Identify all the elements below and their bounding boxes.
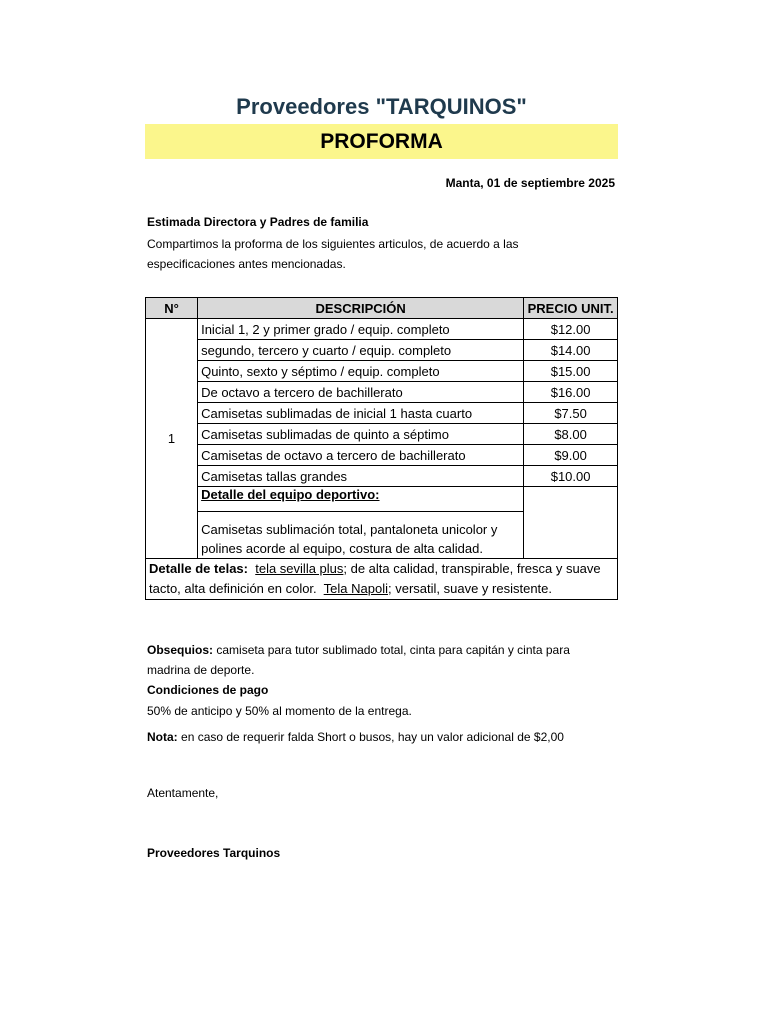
gifts-paragraph [147, 640, 597, 680]
fabric-row [146, 559, 618, 600]
fabric-text-1: ; de alta calidad, transpirable, fresca y suave tacto, alta definición en color. [149, 561, 601, 596]
fabric-name-2: Tela Napoli [323, 581, 388, 596]
header-number: N° [146, 298, 198, 319]
price-table [145, 297, 618, 600]
fabric-text-2: ; versatil, suave y resistente. [388, 581, 553, 596]
fabric-label: Detalle de telas: [149, 561, 248, 576]
payment-conditions-title: Condiciones de pago [147, 683, 269, 697]
equipment-detail-title: Detalle del equipo deportivo: [198, 487, 524, 512]
row-price: $10.00 [524, 466, 618, 487]
header-price: PRECIO UNIT. [524, 298, 618, 319]
row-price: $14.00 [524, 340, 618, 361]
note-text: en caso de requerir falda Short o busos, hay un valor adicional de $2,00 [181, 730, 564, 744]
row-description: Camisetas tallas grandes [198, 466, 524, 487]
gifts-label: Obsequios: [147, 643, 214, 657]
company-title: Proveedores "TARQUINOS" [236, 94, 527, 119]
equipment-detail-text: Camisetas sublimación total, pantaloneta unicolor y polines acorde al equipo, costura de alta calidad. [198, 512, 524, 559]
row-description: Camisetas de octavo a tercero de bachillerato [198, 445, 524, 466]
row-description: segundo, tercero y cuarto / equip. completo [198, 340, 524, 361]
table-row [146, 445, 618, 466]
proforma-banner [145, 124, 618, 159]
header-description: DESCRIPCIÓN [198, 298, 524, 319]
row-description: Quinto, sexto y séptimo / equip. completo [198, 361, 524, 382]
fabric-detail [146, 559, 618, 600]
empty-price-cell [524, 487, 618, 559]
table-row [146, 340, 618, 361]
group-number: 1 [146, 319, 198, 559]
row-description: Inicial 1, 2 y primer grado / equip. completo [198, 319, 524, 340]
table-header-row [146, 298, 618, 319]
intro-paragraph: Compartimos la proforma de los siguientes articulos, de acuerdo a las especificaciones antes mencionadas. [147, 237, 519, 271]
row-price: $8.00 [524, 424, 618, 445]
gifts-text: camiseta para tutor sublimado total, cinta para capitán y cinta para madrina de deporte. [147, 643, 570, 677]
row-price: $12.00 [524, 319, 618, 340]
row-description: Camisetas sublimadas de quinto a séptimo [198, 424, 524, 445]
table-row [146, 466, 618, 487]
table-row [146, 361, 618, 382]
row-price: $16.00 [524, 382, 618, 403]
fabric-name-1: tela sevilla plus [255, 561, 344, 576]
signature: Proveedores Tarquinos [147, 846, 281, 860]
row-description: De octavo a tercero de bachillerato [198, 382, 524, 403]
row-price: $15.00 [524, 361, 618, 382]
document-type: PROFORMA [320, 129, 443, 153]
row-price: $7.50 [524, 403, 618, 424]
equipment-detail-title-row [146, 487, 618, 512]
table-row [146, 319, 618, 340]
note-label: Nota: [147, 730, 178, 744]
closing: Atentamente, [147, 786, 219, 800]
table-row [146, 382, 618, 403]
greeting: Estimada Directora y Padres de familia [147, 215, 369, 229]
date-line: Manta, 01 de septiembre 2025 [445, 176, 615, 190]
row-price: $9.00 [524, 445, 618, 466]
table-row [146, 403, 618, 424]
payment-conditions-text: 50% de anticipo y 50% al momento de la entrega. [147, 704, 412, 718]
note-paragraph [147, 730, 564, 744]
table-row [146, 424, 618, 445]
row-description: Camisetas sublimadas de inicial 1 hasta cuarto [198, 403, 524, 424]
